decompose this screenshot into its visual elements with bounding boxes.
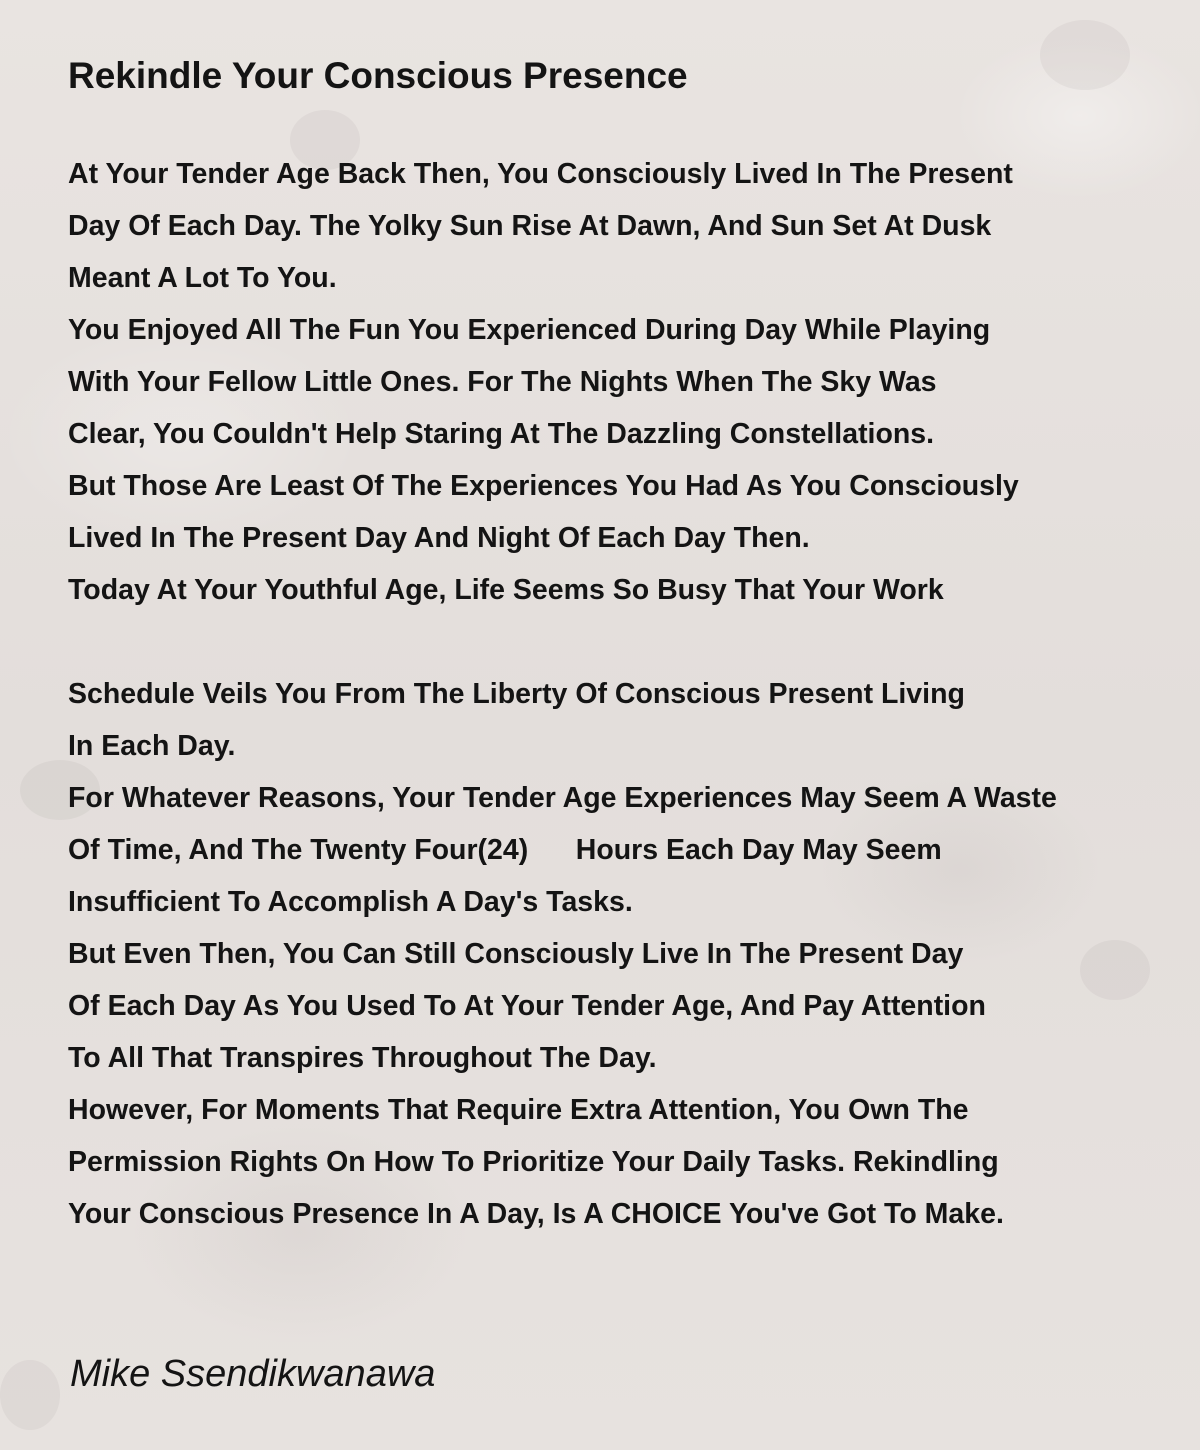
poem-line: At Your Tender Age Back Then, You Consciously Lived In The Present	[68, 158, 1013, 190]
poem-line: With Your Fellow Little Ones. For The Nights When The Sky Was	[68, 366, 937, 398]
poem-title: Rekindle Your Conscious Presence	[68, 55, 688, 96]
poem-line: Meant A Lot To You.	[68, 262, 337, 294]
poem-stanza-break	[68, 616, 1200, 668]
poem-line: In Each Day.	[68, 730, 236, 762]
poem-line: But Even Then, You Can Still Consciously Live In The Present Day	[68, 938, 964, 970]
poem-author: Mike Ssendikwanawa	[70, 1353, 436, 1395]
poem-line: Of Each Day As You Used To At Your Tender Age, And Pay Attention	[68, 990, 986, 1022]
poem-line: Schedule Veils You From The Liberty Of Conscious Present Living	[68, 678, 965, 710]
poem-line: For Whatever Reasons, Your Tender Age Experiences May Seem A Waste	[68, 782, 1057, 814]
poem-line: Your Conscious Presence In A Day, Is A CHOICE You've Got To Make.	[68, 1198, 1004, 1230]
poem-line: You Enjoyed All The Fun You Experienced During Day While Playing	[68, 314, 991, 346]
poem-line: Of Time, And The Twenty Four(24) Hours Each Day May Seem	[68, 834, 942, 866]
poem-line: However, For Moments That Require Extra Attention, You Own The	[68, 1094, 969, 1126]
poem-line: But Those Are Least Of The Experiences You Had As You Consciously	[68, 470, 1019, 502]
poem-line: Permission Rights On How To Prioritize Your Daily Tasks. Rekindling	[68, 1146, 999, 1178]
poem-line: Insufficient To Accomplish A Day's Tasks.	[68, 886, 633, 918]
poem-line: To All That Transpires Throughout The Day.	[68, 1042, 657, 1074]
poem-line: Day Of Each Day. The Yolky Sun Rise At Dawn, And Sun Set At Dusk	[68, 210, 992, 242]
poem-body	[68, 148, 1200, 1240]
poem-line: Today At Your Youthful Age, Life Seems So Busy That Your Work	[68, 574, 944, 606]
poem-line: Lived In The Present Day And Night Of Each Day Then.	[68, 522, 810, 554]
poem-line: Clear, You Couldn't Help Staring At The Dazzling Constellations.	[68, 418, 935, 450]
